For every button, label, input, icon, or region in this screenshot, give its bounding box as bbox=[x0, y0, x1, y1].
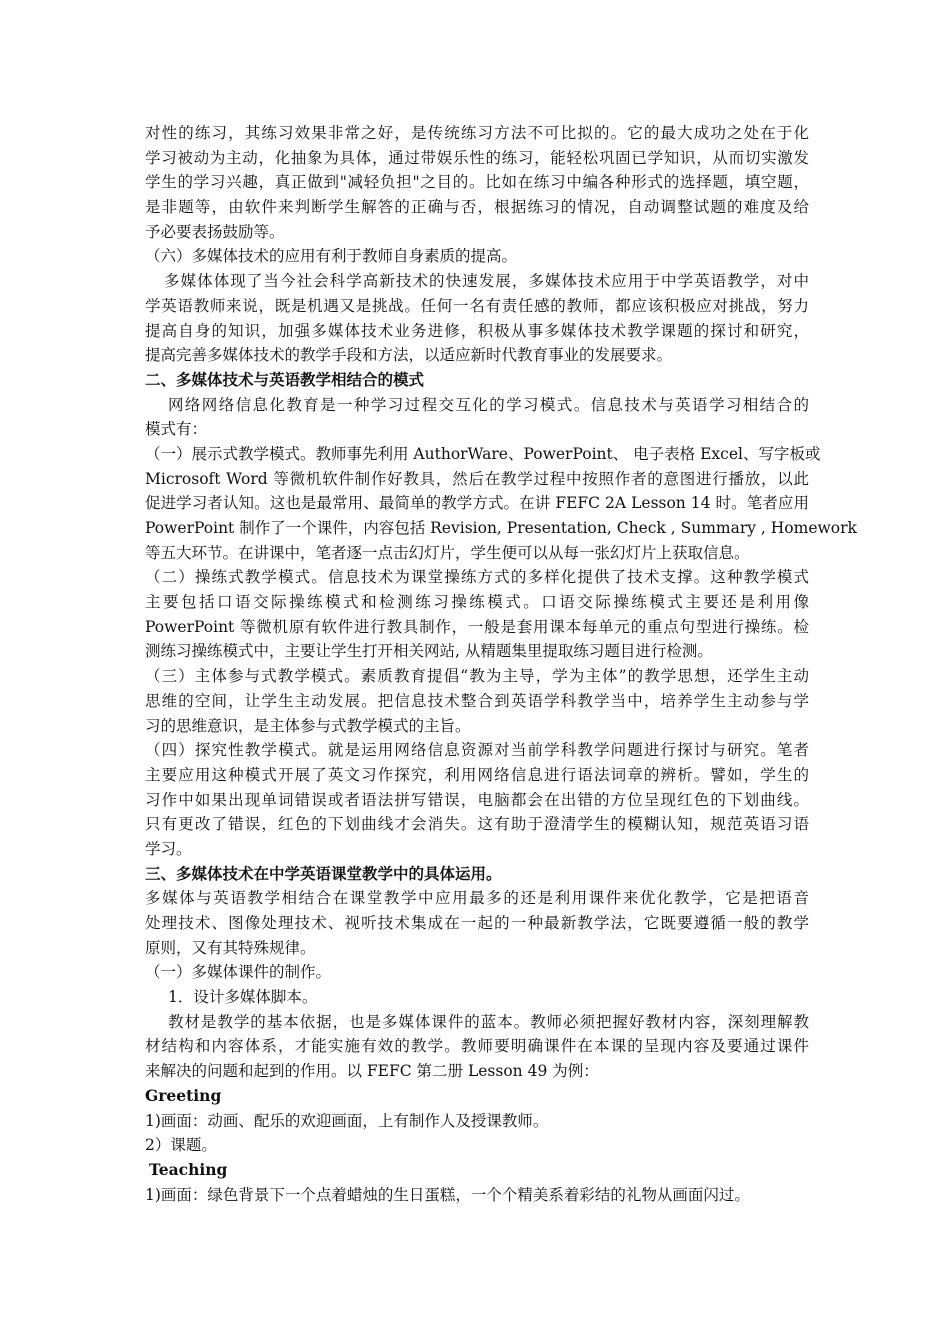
text-line: 促进学习者认知。这也是最常用、最简单的教学方式。在讲 FEFC 2A Lesson 14 时。笔者应用 bbox=[145, 494, 809, 513]
text-line: 等五大环节。在讲课中，笔者逐一点击幻灯片，学生便可以从每一张幻灯片上获取信息。 bbox=[145, 543, 750, 562]
text-line: 提高完善多媒体技术的教学手段和方法，以适应新时代教育事业的发展要求。 bbox=[145, 346, 673, 365]
text-line: （一）展示式教学模式。教师事先利用 AuthorWare、PowerPoint、 电子表格 Excel、写字板或 bbox=[145, 444, 821, 463]
document-body bbox=[145, 121, 857, 1207]
text-line: PowerPoint 制作了一个课件，内容包括 Revision, Presentation, Check , Summary , Homework bbox=[145, 519, 857, 537]
text-line: 提高自身的知识，加强多媒体技术业务进修，积极从事多媒体技术教学课题的探讨和研究， bbox=[145, 321, 809, 340]
text-line: 教材是教学的基本依据，也是多媒体课件的蓝本。教师必须把握好教材内容，深刻理解教 bbox=[168, 1012, 809, 1031]
text-line: Microsoft Word 等微机软件制作好教具，然后在教学过程中按照作者的意图进行播放，以此 bbox=[145, 469, 809, 488]
text-line: 主要包括口语交际操练模式和检测练习操练模式。口语交际操练模式主要还是利用像 bbox=[145, 593, 809, 612]
text-line: （三）主体参与式教学模式。素质教育提倡“教为主导，学为主体”的教学思想，还学生主动 bbox=[145, 667, 809, 686]
text-line: 学生的学习兴趣，真正做到"减轻负担"之目的。比如在练习中编各种形式的选择题，填空题， bbox=[145, 173, 809, 192]
text-line: PowerPoint 等微机原有软件进行教具制作，一般是套用课本每单元的重点句型进行操练。检 bbox=[145, 617, 809, 636]
section-heading: Greeting bbox=[145, 1085, 222, 1105]
text-line: （二）操练式教学模式。信息技术为课堂操练方式的多样化提供了技术支撑。这种教学模式 bbox=[145, 568, 809, 587]
text-line: 来解决的问题和起到的作用。以 FEFC 第二册 Lesson 49 为例： bbox=[145, 1062, 599, 1081]
text-line: 是非题等，由软件来判断学生解答的正确与否，根据练习的情况，自动调整试题的难度及给 bbox=[145, 198, 809, 217]
text-line: 材结构和内容体系，才能实施有效的教学。教师要明确课件在本课的呈现内容及要通过课件 bbox=[145, 1037, 809, 1056]
section-heading: 三、多媒体技术在中学英语课堂教学中的具体运用。 bbox=[145, 863, 502, 883]
text-line: 对性的练习，其练习效果非常之好，是传统练习方法不可比拟的。它的最大成功之处在于化 bbox=[145, 124, 809, 142]
text-line: 模式有： bbox=[145, 420, 208, 439]
text-line: 1)画面：动画、配乐的欢迎画面，上有制作人及授课教师。 bbox=[145, 1111, 549, 1130]
text-line: 只有更改了错误，红色的下划曲线才会消失。这有助于澄清学生的模糊认知，规范英语习语 bbox=[145, 815, 809, 834]
text-line: 习作中如果出现单词错误或者语法拼写错误，电脑都会在出错的方位呈现红色的下划曲线。 bbox=[145, 790, 809, 809]
text-line: 多媒体与英语教学相结合在课堂教学中应用最多的还是利用课件来优化教学，它是把语音 bbox=[145, 889, 809, 908]
text-line: （一）多媒体课件的制作。 bbox=[145, 963, 332, 982]
text-line: （四）探究性教学模式。就是运用网络信息资源对当前学科教学问题进行探讨与研究。笔者 bbox=[145, 741, 809, 760]
text-line: 习的思维意识，是主体参与式教学模式的主旨。 bbox=[145, 716, 471, 735]
text-line: 原则，又有其特殊规律。 bbox=[145, 938, 316, 957]
text-line: 多媒体体现了当今社会科学高新技术的快速发展，多媒体技术应用于中学英语教学，对中 bbox=[164, 272, 809, 291]
text-line: （六）多媒体技术的应用有利于教师自身素质的提高。 bbox=[145, 247, 518, 266]
text-line: 主要应用这种模式开展了英文习作探究，利用网络信息进行语法词章的辨析。譬如，学生的 bbox=[145, 765, 809, 784]
text-line: 2）课题。 bbox=[145, 1136, 217, 1155]
text-line: 1．设计多媒体脚本。 bbox=[168, 988, 318, 1007]
text-line: 予必要表扬鼓励等。 bbox=[145, 222, 285, 241]
text-line: 处理技术、图像处理技术、视听技术集成在一起的一种最新教学法，它既要遵循一般的教学 bbox=[145, 914, 809, 932]
text-line: 测练习操练模式中，主要让学生打开相关网站, 从精题集里提取练习题目进行检测。 bbox=[145, 642, 713, 661]
text-line: 学习被动为主动，化抽象为具体，通过带娱乐性的练习，能轻松巩固已学知识，从而切实激发 bbox=[145, 148, 809, 167]
text-line: 学英语教师来说，既是机遇又是挑战。任何一名有责任感的教师，都应该积极应对挑战，努力 bbox=[145, 296, 809, 315]
section-heading: 二、多媒体技术与英语教学相结合的模式 bbox=[145, 369, 425, 389]
section-heading: Teaching bbox=[149, 1159, 228, 1179]
text-line: 学习。 bbox=[145, 839, 192, 858]
text-line: 思维的空间，让学生主动发展。把信息技术整合到英语学科教学当中，培养学生主动参与学 bbox=[145, 691, 809, 710]
text-line: 1)画面：绿色背景下一个点着蜡烛的生日蛋糕，一个个精美系着彩结的礼物从画面闪过。 bbox=[145, 1185, 750, 1204]
text-line: 网络网络信息化教育是一种学习过程交互化的学习模式。信息技术与英语学习相结合的 bbox=[168, 395, 809, 414]
